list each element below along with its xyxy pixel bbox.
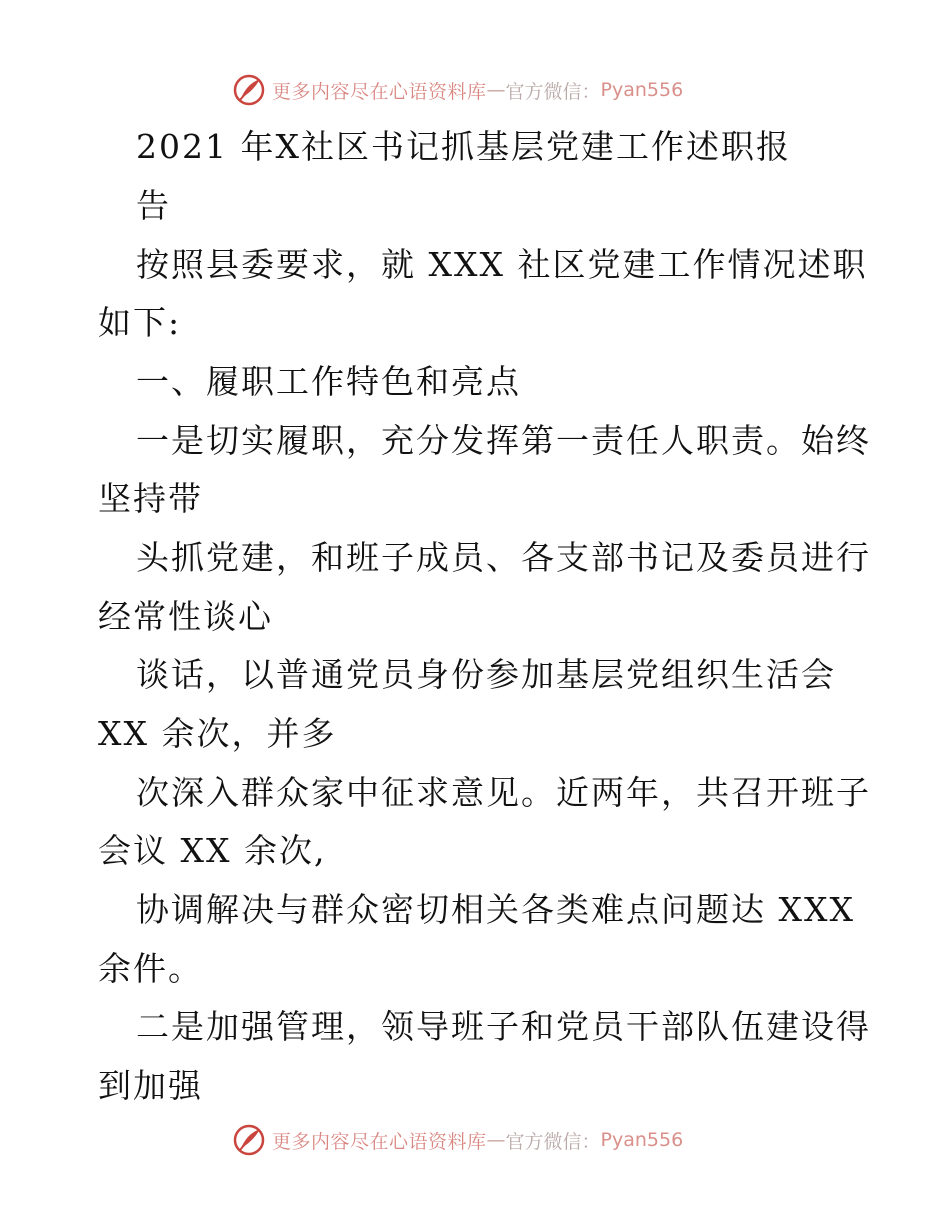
paragraph-line: 协调解决与群众密切相关各类难点问题达 XXX bbox=[136, 890, 855, 929]
paragraph-line: 经常性谈心 bbox=[98, 597, 273, 636]
document-title-line-1: 2021 年X社区书记抓基层党建工作述职报 bbox=[136, 127, 791, 166]
paragraph-line: 如下: bbox=[98, 303, 182, 342]
document-title-line-2: 告 bbox=[136, 186, 171, 225]
watermark-contact-id: Pyan556 bbox=[600, 79, 684, 101]
paragraph-line: 会议 XX 余次, bbox=[98, 831, 327, 870]
watermark-separator: — bbox=[486, 79, 506, 101]
watermark-contact-id: Pyan556 bbox=[600, 1129, 684, 1151]
watermark-contact-label: 官方微信： bbox=[505, 80, 601, 103]
watermark-separator: — bbox=[486, 1129, 506, 1151]
feather-pen-logo-icon bbox=[232, 1123, 266, 1157]
paragraph-line: 头抓党建，和班子成员、各支部书记及委员进行 bbox=[136, 538, 871, 577]
paragraph-line: XX 余次，并多 bbox=[98, 714, 337, 753]
feather-pen-logo-icon bbox=[232, 73, 266, 107]
paragraph-line: 次深入群众家中征求意见。近两年，共召开班子 bbox=[136, 773, 871, 812]
watermark-brand: 更多内容尽在心语资料库 bbox=[272, 1130, 487, 1153]
paragraph-line: 坚持带 bbox=[98, 479, 203, 518]
paragraph-line: 二是加强管理，领导班子和党员干部队伍建设得 bbox=[136, 1007, 871, 1046]
paragraph-line: 按照县委要求，就 XXX 社区党建工作情况述职 bbox=[136, 245, 868, 284]
paragraph-line: 余件。 bbox=[98, 949, 203, 988]
header-watermark bbox=[232, 72, 683, 108]
watermark-brand: 更多内容尽在心语资料库 bbox=[272, 80, 487, 103]
watermark-contact-label: 官方微信： bbox=[505, 1130, 601, 1153]
footer-watermark bbox=[232, 1122, 683, 1158]
paragraph-line: 一是切实履职，充分发挥第一责任人职责。始终 bbox=[136, 421, 871, 460]
paragraph-line: 到加强 bbox=[98, 1066, 203, 1105]
section-heading: 一、履职工作特色和亮点 bbox=[136, 362, 521, 401]
paragraph-line: 谈话，以普通党员身份参加基层党组织生活会 bbox=[136, 655, 836, 694]
